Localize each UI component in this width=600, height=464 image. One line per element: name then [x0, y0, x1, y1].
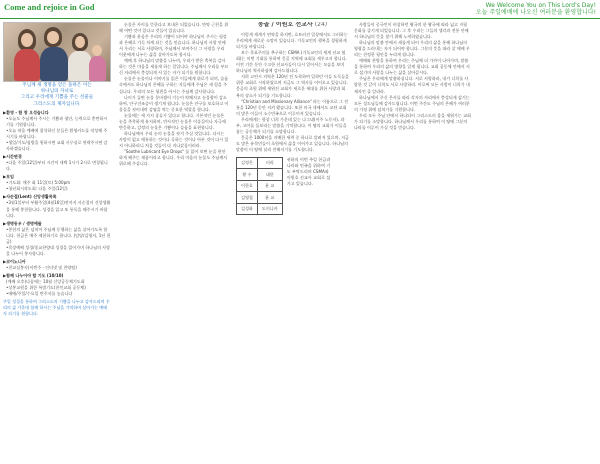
section-welcome: ▶환영 - 함 창 오성습니다 •오늘도 주님께서 주시는 기쁨과 평안, 능력으로 충만하시기를 기원합니다. •오늘 처음 예배에 참석하신 분들은 환영카드를 작성해 주시기를 바랍니다. •생일/기도/심방을 원하시면 교회 사무실로 연락주시면 감사하겠습니다. — [3, 109, 108, 152]
table-row: 황 수 대한 — [237, 169, 283, 181]
missionary-column: 몽골 / 이원호 선교사 (24) 이렇게 세계가 연약을 하지만, 흐트러진 일상에서도 그러하는 우리에게 새로운 소망이 있습니다. 기독교인의 행복을 경험하게 되기를 바랍니다. 보수 목표주의를 추구하는 CSMA (기독교인의 세계 선교 협회)는 이번 기회를 통하여 몽골 지역에 교회를 세우고자 합니다. 이전 기간 동안 수고한 선교사들이 다시 일어서는 모습을 보며 하나님의 역사하심에 감사드립니다. 저희 고린시 지역은 120년 전 도착하여 일하던 이들 도둑들을 위한 교회로 시작하였으며 지금도 그 역사를 이어오고 있습니다. 몽골의 초원 위에 세워진 교회가 새로운 세대를 위한 사랑과 회복의 장소가 되기를 기도합니다. "Christian and Missionary Alliance" 라는 이름으로 그 전통을 120년 동안 지켜 왔습니다. 또한 미국 내에서도 교단 교회의 많은 이들이 소수민족으로 이루어져 있습니다. 우리에게는 항상 너희 가운데 있는 나그네(이주 노동자), 과부, 고아를 돌보라는 말씀을 기억합니다. 이 땅의 교회가 이들을 품는 공동체가 되기를 소망합니다. 몽골은 1000년을 지배한 세력 중 하나로 알려져 있으며, 지금도 많은 유목민들이 초원에서 삶을 이어가고 있습니다. 하나님의 말씀이 이 땅에 널리 전해지기를 기도합니다. 김정은 터리 황 수 대한 이한호 윤 교 김영철 윤 교 김성화 도미니카 귀하의 이번 주일 헌금과 나라와 민족을 위하여 기도 부탁드리며 CSMA와 이원호 선교사 교회로 섬기고 있습니다. — [236, 22, 349, 462]
header-welcome-en: We Welcome You on This Lord's Day! — [485, 2, 596, 9]
section-offering: ▶생명동우 / 생명예물 •봉헌의 삶은 넘치어 주님께 동행하는 삶을 살아가도록 합니다. 헌금은 매주 제헌하기로 합니다. (담당/김영자, 1년 헌금) •목장예배 성경/종교찬양대 성경을 읽어가며 하나님의 사랑을 나누어 봉사합니다. — [3, 220, 111, 256]
table-row: 이한호 윤 교 — [237, 180, 283, 192]
closing-note: 주일 성경을 통하여 그리스도의 기쁨을 나누고 감사드리며 우리의 삶 가운데 함께 하시는 주님을 기억하며 살아가는 예배자 되기를 원합니다. — [3, 299, 110, 317]
duty-table — [236, 157, 283, 216]
missionary-title: 몽골 / 이원호 선교사 (24) — [257, 22, 328, 28]
table-row: 김성화 도미니카 — [237, 203, 283, 215]
duty-note: 귀하의 이번 주일 헌금과 나라와 민족을 위하여 기도 부탁드리며 CSMA와 이원호 선교사 교회로 섬기고 있습니다. — [286, 156, 331, 187]
section-lent: ▶사순절(Lent) 신앙생활목록 •3월1일부터 부활주일(4월16일)전까지 사순절이 신앙생활을 통해 봉헌합니다. 성경을 읽고 또 통독을 해주시기 바랍니다. — [3, 194, 111, 218]
header-left-title: Come and rejoice in God — [4, 2, 95, 12]
section-koinonia: ▶코이노니아 •친교실봉사(이번주 - 인터넷 및 찬양팀) — [3, 258, 77, 270]
section-meetings: ▶모임 •기도회: 매주 화 11일(토) 5:00pm •청년회시작도회: 다음 주일(12일) — [3, 174, 71, 192]
header-right — [476, 2, 596, 16]
section-time-change: ▶시간변경 •다음 주일(12일)부터 시간이 새벽 1시가 2시로 변경됩니다. — [3, 154, 108, 172]
header-welcome-ko: 오늘 주일예배에 나오신 여러분을 환영합니다! — [475, 9, 596, 16]
duty-roster — [236, 153, 349, 216]
announcements-column — [3, 22, 111, 462]
photo-caption: 주님께 새 생명을 얻은 돌하은 이는 하나님의 자녀로 그리고 우리에게 기쁨을 주는 선물들 그리스도의 제자입니다. — [20, 83, 94, 107]
header-rule — [0, 18, 600, 19]
section-prayer: ▶함께 나누어야 할 기도 (10/10) (예배 오후)다음에는 10월 신앙공동체기도회 •상봉교원을 위한 특별기도(한인교회 공동체) •에배/주일/수요일 반주자를 놓습니다 — [3, 272, 86, 297]
table-row: 김정은 터리 — [237, 157, 283, 169]
article-column-right: 사람들이 중국인이 비상하던 왕국의 한 왕국에 따라 넓고 지평 문화를 즐기게 되었습니다. 그 후 우리는 그들의 생각과 전통 안에서 하나님의 뜻을 찾기 위해 노력하였습니다. 하나님의 말씀 안에서 새롭게 되어 우리의 삶을 통해 하나님의 영광을 드러내는 자가 되어야 합니다. 그분의 뜻을 따라 살 때에 우리는 진정한 평안을 누리게 됩니다. 예배와 찬양을 통하여 우리는 주님께 더 가까이 나아가며, 말씀을 통하여 우리의 삶의 방향을 알게 됩니다. 교회 공동체 안에서 서로 섬기며 사랑을 나누는 삶을 살아갑시다. 주님은 우리에게 말씀하십니다. 서로 사랑하라, 내가 너희를 사랑한 것 같이 너희도 서로 사랑하라. 이로써 모든 사람이 너희가 내 제자인 줄 알리라. 하나님께서 주신 은사를 따라 각자의 자리에서 충성되게 섬기는 모든 성도님들께 감사드립니다. 이번 주간도 주님의 은혜가 여러분의 가정 위에 넘치기를 기원합니다. 우리 모두 주님 안에서 하나되어 그리스도의 몸을 세워가는 교회가 되기를 소망합니다. 하나님께서 우리를 통하여 이 땅에 그분의 나라를 이루어 가실 것을 믿습니다. — [354, 22, 471, 130]
table-row: 김영철 윤 교 — [237, 192, 283, 204]
article-column-tears: 눈물은 사이를 뜻한다고 보내온 되었습니다. 만약 근친을 위해 어떤 것이 있다고 것들이 있습니다. 기쁨과 웃음은 우리의 기쁨이 되어야 하나님이 주시는 평강과 은혜로 가득 차게 되는 것을 믿습니다. 하나님의 사랑 안에서 우리는 서로 사랑하며, 주님께서 보여주신 그 사랑을 우리 이웃에게 나누는 삶을 살아가도록 합시다. 예배 후 하나님의 말씀을 나누며, 우리가 받은 축복을 감사하는 것은 마음을 새롭게 하는 일입니다. 주님께서 우리를 부르신 자리에서 충성되게 서 있는 자가 되기를 원합니다. 눈물은 눈물이나 이야기를 읽은 이들에게 위로가 되며, 슬픔 속에서도 하나님의 은혜를 구하는 자들에게 주님은 새 힘을 주십니다. 우리의 모든 형편을 아시는 주님께 감사합니다. 나이가 들면 눈물 분비샘이 기능이 약해지고 눈물량이 감소하여, 안구건조증이 생기게 됩니다. 눈물은 안구를 보호하고 이물질을 씻어내며 감염을 막는 중요한 역할을 합니다. 눈물에는 세 가지 종류가 있다고 합니다. 기본적인 눈물은 눈을 촉촉하게 유지하며, 반사적인 눈물은 이물질이나 자극에 반응하고, 감정의 눈물은 기쁨이나 슬픔을 표현합니다. 하나님께서 우리 눈의 눈물을 씻겨 주실 것입니다. 다시는 사망이 없고 애통하는 것이나 곡하는 것이나 아픈 것이 다시 있지 아니하리니 처음 것들이 다 지나갔음이러라. "Soothe Lubricant Eye Drops" 를 읽어 보면 눈을 편안하게 해주는 제품이라고 합니다. 우리 마음의 눈물도 주님께서 위로해 주십니다. — [119, 22, 229, 167]
family-photo — [3, 22, 111, 82]
